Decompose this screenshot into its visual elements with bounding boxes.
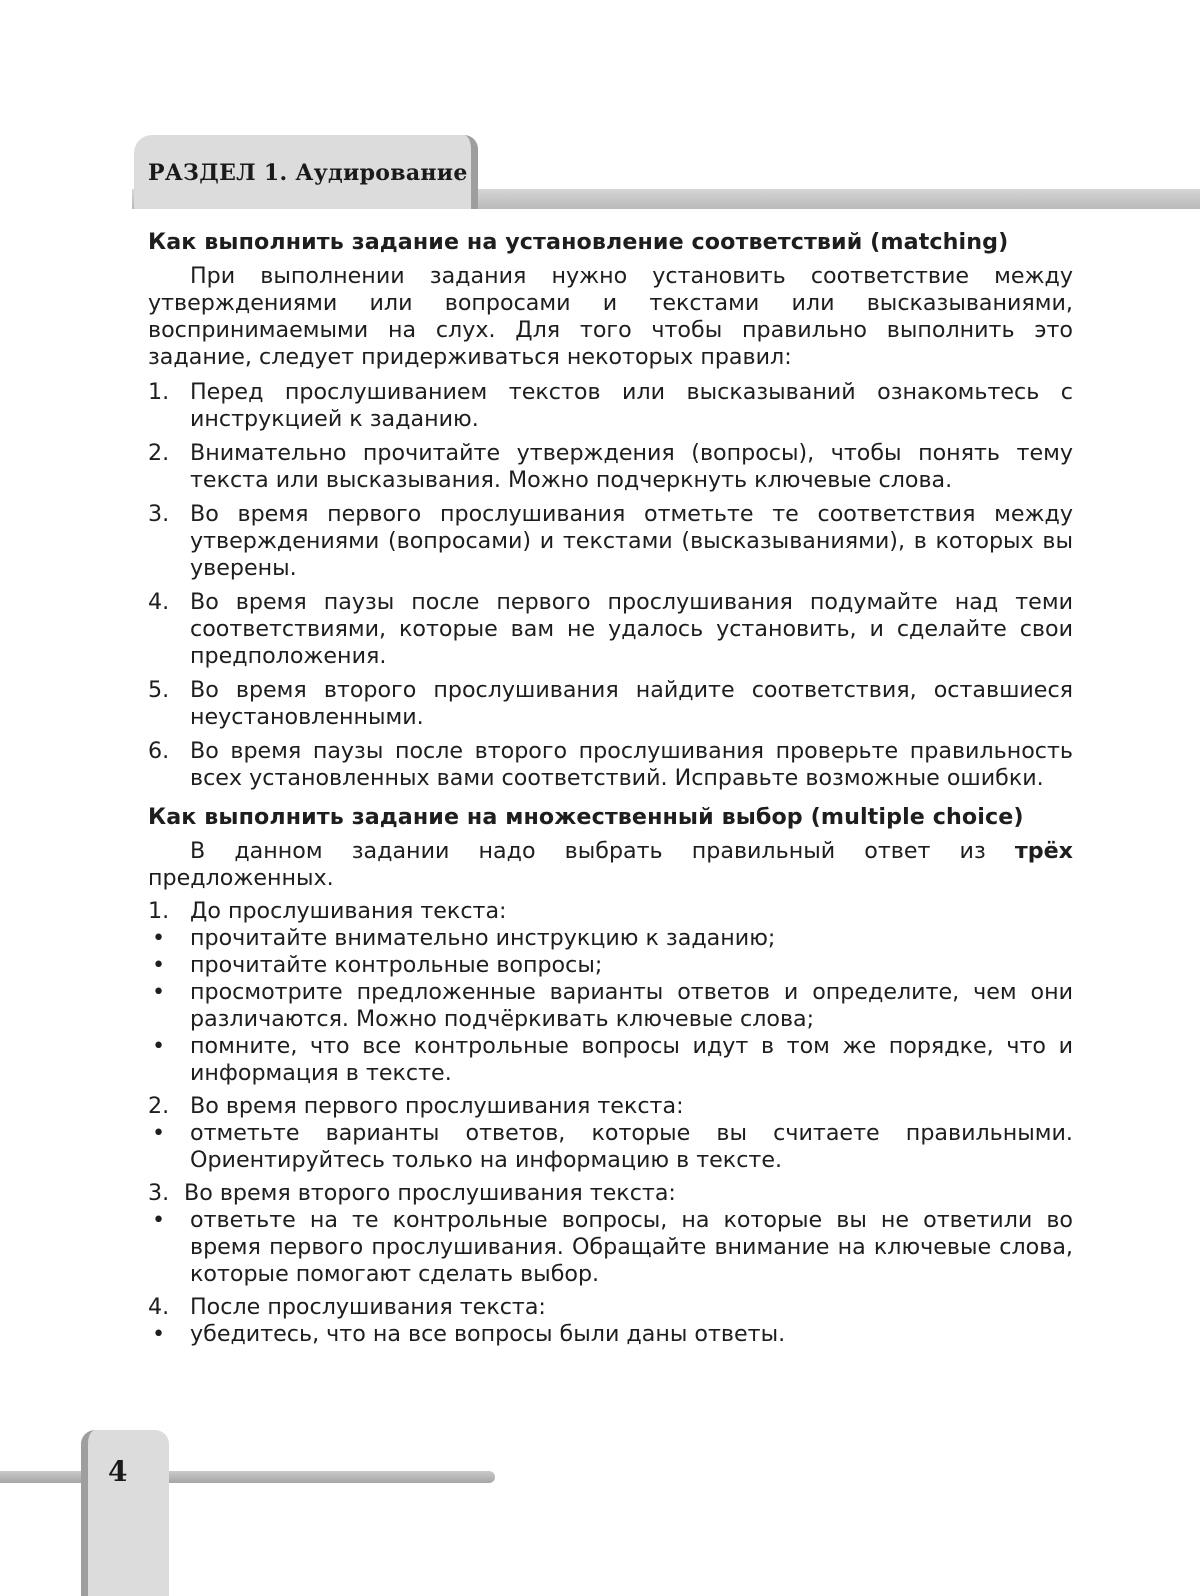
group-number: 2. [148,1093,170,1119]
page-content [148,227,1073,1348]
bullet-text: отметьте варианты ответов, которые вы считаете правильными. Ориентируйтесь только на информацию в тексте. [190,1120,1073,1173]
bullet-text: ответьте на те контрольные вопросы, на которые вы не ответили во время первого прослушивания. Обращайте внимание на ключевые слова, которые помогают сделать выбор. [190,1207,1073,1287]
mc-group-2 [148,1093,1073,1174]
step-text: Во время паузы после второго прослушивания проверьте правильность всех установленных вами соответствий. Исправьте возможные ошибки. [190,738,1073,791]
list-item [148,952,1073,979]
group-title: После прослушивания текста: [190,1294,546,1320]
bullet-icon: • [152,1207,166,1233]
group-number: 1. [148,898,170,924]
intro-bold-text: трёх [1014,838,1073,864]
list-item [148,1294,1073,1321]
step-text: Во время первого прослушивания отметьте те соответствия между утверждениями (вопросами) и текстами (высказываниями), в которых вы уверены. [190,501,1073,581]
bullet-icon: • [152,1120,166,1146]
list-item [148,925,1073,952]
footer-line [0,1471,495,1483]
list-item [148,1321,1073,1348]
intro-text: предложенных. [148,865,334,891]
list-item [148,1207,1073,1288]
bullet-text: просмотрите предложенные варианты ответов и определите, чем они различаются. Можно подчёркивать ключевые слова; [190,979,1073,1032]
multiple-choice-intro [148,838,1073,892]
intro-text: В данном задании надо выбрать правильный ответ из [190,838,1015,864]
list-item [148,1120,1073,1174]
list-item [148,1180,1073,1207]
step-number: 3. [148,501,170,527]
step-text: Во время второго прослушивания найдите соответствия, оставшиеся неустановленными. [190,677,1073,730]
group-title: До прослушивания текста: [190,898,507,924]
step-number: 4. [148,589,170,615]
bullet-text: помните, что все контрольные вопросы идут в том же порядке, что и информация в тексте. [190,1033,1073,1086]
group-number: 4. [148,1294,170,1320]
group-title: Во время первого прослушивания текста: [190,1093,684,1119]
step-text: Внимательно прочитайте утверждения (вопросы), чтобы понять тему текста или высказывания. Можно подчеркнуть ключевые слова. [190,440,1073,493]
step-text: Во время паузы после первого прослушивания подумайте над теми соответствиями, которые вам не удалось установить, и сделайте свои предположения. [190,589,1073,669]
bullet-icon: • [152,1033,166,1059]
mc-group-1 [148,898,1073,1087]
group-number: 3. [148,1180,170,1206]
bullet-icon: • [152,925,166,951]
list-item [148,1033,1073,1087]
step-number: 6. [148,738,170,764]
mc-group-4 [148,1294,1073,1348]
step-number: 1. [148,379,170,405]
list-item [148,898,1073,925]
mc-group-3 [148,1180,1073,1288]
page-number: 4 [108,1455,128,1488]
bullet-icon: • [152,952,166,978]
list-item [148,1093,1073,1120]
bullet-text: прочитайте контрольные вопросы; [190,952,603,978]
step-number: 5. [148,677,170,703]
list-item [148,440,1073,494]
bullet-text: прочитайте внимательно инструкцию к заданию; [190,925,776,951]
list-item [148,677,1073,731]
section-title: РАЗДЕЛ 1. Аудирование [148,160,468,186]
multiple-choice-heading: Как выполнить задание на множественный выбор (multiple choice) [148,804,1024,830]
list-item [148,979,1073,1033]
step-number: 2. [148,440,170,466]
list-item [148,379,1073,433]
bullet-icon: • [152,1321,166,1347]
step-text: Перед прослушиванием текстов или высказываний ознакомьтесь с инструкцией к заданию. [190,379,1073,432]
list-item [148,501,1073,582]
bullet-icon: • [152,979,166,1005]
list-item [148,589,1073,670]
matching-intro: При выполнении задания нужно установить соответствие между утверждениями или вопросами и текстами или высказываниями, воспринимаемыми на слух. Для того чтобы правильно выполнить это задание, следует придерживаться некоторых правил: [148,263,1073,370]
bullet-text: убедитесь, что на все вопросы были даны ответы. [190,1321,786,1347]
group-title: Во время второго прослушивания текста: [184,1180,676,1206]
matching-steps [148,379,1073,792]
matching-heading: Как выполнить задание на установление соответствий (matching) [148,229,1009,255]
list-item [148,738,1073,792]
